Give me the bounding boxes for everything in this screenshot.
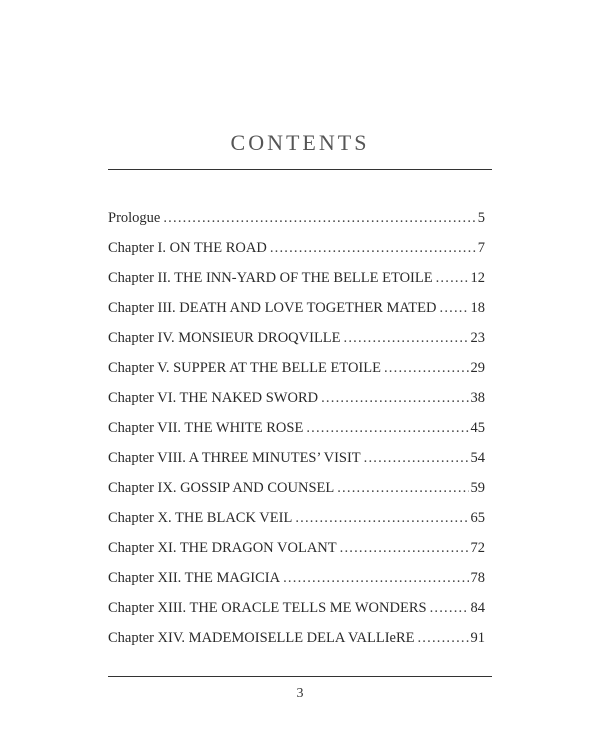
toc-entry-page: 5 (477, 210, 485, 226)
toc-entry-label: Chapter XII. THE MAGICIA (108, 570, 281, 586)
toc-entry-page: 12 (470, 270, 485, 286)
toc-entry-page: 54 (470, 450, 485, 466)
toc-entry-page: 59 (470, 480, 485, 496)
toc-leader-dots (340, 533, 469, 563)
toc-leader-dots (384, 353, 469, 383)
toc-entry-page: 38 (470, 390, 485, 406)
toc-entry-chapter-1[interactable] (108, 233, 485, 263)
toc-entry-label: Chapter IV. MONSIEUR DROQVILLE (108, 330, 341, 346)
toc-entry-chapter-6[interactable] (108, 383, 485, 413)
toc-entry-page: 84 (470, 600, 485, 616)
toc-leader-dots (270, 233, 476, 263)
table-of-contents (108, 203, 485, 653)
toc-entry-chapter-8[interactable] (108, 443, 485, 473)
toc-entry-label: Chapter VII. THE WHITE ROSE (108, 420, 304, 436)
toc-entry-page: 78 (470, 570, 485, 586)
toc-entry-label: Chapter V. SUPPER AT THE BELLE ETOILE (108, 360, 381, 376)
toc-entry-label: Chapter VIII. A THREE MINUTES’ VISIT (108, 450, 361, 466)
toc-leader-dots (364, 443, 469, 473)
toc-entry-label: Chapter VI. THE NAKED SWORD (108, 390, 319, 406)
toc-entry-chapter-2[interactable] (108, 263, 485, 293)
toc-entry-chapter-12[interactable] (108, 563, 485, 593)
toc-entry-chapter-5[interactable] (108, 353, 485, 383)
toc-entry-chapter-14[interactable] (108, 623, 485, 653)
toc-entry-chapter-11[interactable] (108, 533, 485, 563)
toc-entry-prologue[interactable] (108, 203, 485, 233)
toc-entry-label: Chapter II. THE INN-YARD OF THE BELLE ETOILE (108, 270, 433, 286)
toc-entry-page: 65 (470, 510, 485, 526)
toc-entry-chapter-7[interactable] (108, 413, 485, 443)
toc-leader-dots (337, 473, 468, 503)
toc-entry-label: Chapter XI. THE DRAGON VOLANT (108, 540, 337, 556)
toc-leader-dots (163, 203, 475, 233)
toc-leader-dots (306, 413, 468, 443)
toc-entry-chapter-3[interactable] (108, 293, 485, 323)
top-divider (108, 169, 492, 170)
toc-entry-chapter-10[interactable] (108, 503, 485, 533)
toc-entry-page: 29 (470, 360, 485, 376)
toc-entry-chapter-4[interactable] (108, 323, 485, 353)
toc-entry-page: 23 (470, 330, 485, 346)
toc-entry-label: Chapter I. ON THE ROAD (108, 240, 267, 256)
toc-entry-chapter-9[interactable] (108, 473, 485, 503)
toc-leader-dots (344, 323, 469, 353)
toc-entry-label: Chapter XIII. THE ORACLE TELLS ME WONDERS (108, 600, 427, 616)
bottom-divider (108, 676, 492, 677)
toc-entry-label: Chapter IX. GOSSIP AND COUNSEL (108, 480, 335, 496)
contents-heading: CONTENTS (230, 130, 370, 155)
toc-entry-page: 18 (470, 300, 485, 316)
toc-leader-dots (321, 383, 468, 413)
toc-entry-label: Chapter XIV. MADEMOISELLE DELA VALLIeRE (108, 630, 415, 646)
toc-leader-dots (430, 593, 469, 623)
toc-leader-dots (417, 623, 468, 653)
toc-entry-label: Chapter X. THE BLACK VEIL (108, 510, 293, 526)
toc-leader-dots (295, 503, 468, 533)
toc-entry-page: 45 (470, 420, 485, 436)
toc-leader-dots (283, 563, 468, 593)
toc-entry-page: 72 (470, 540, 485, 556)
toc-leader-dots (436, 263, 469, 293)
toc-entry-label: Chapter III. DEATH AND LOVE TOGETHER MATED (108, 300, 437, 316)
toc-entry-page: 7 (477, 240, 485, 256)
toc-leader-dots (440, 293, 469, 323)
toc-entry-chapter-13[interactable] (108, 593, 485, 623)
toc-entry-page: 91 (470, 630, 485, 646)
page-number: 3 (296, 686, 304, 701)
toc-entry-label: Prologue (108, 210, 161, 226)
